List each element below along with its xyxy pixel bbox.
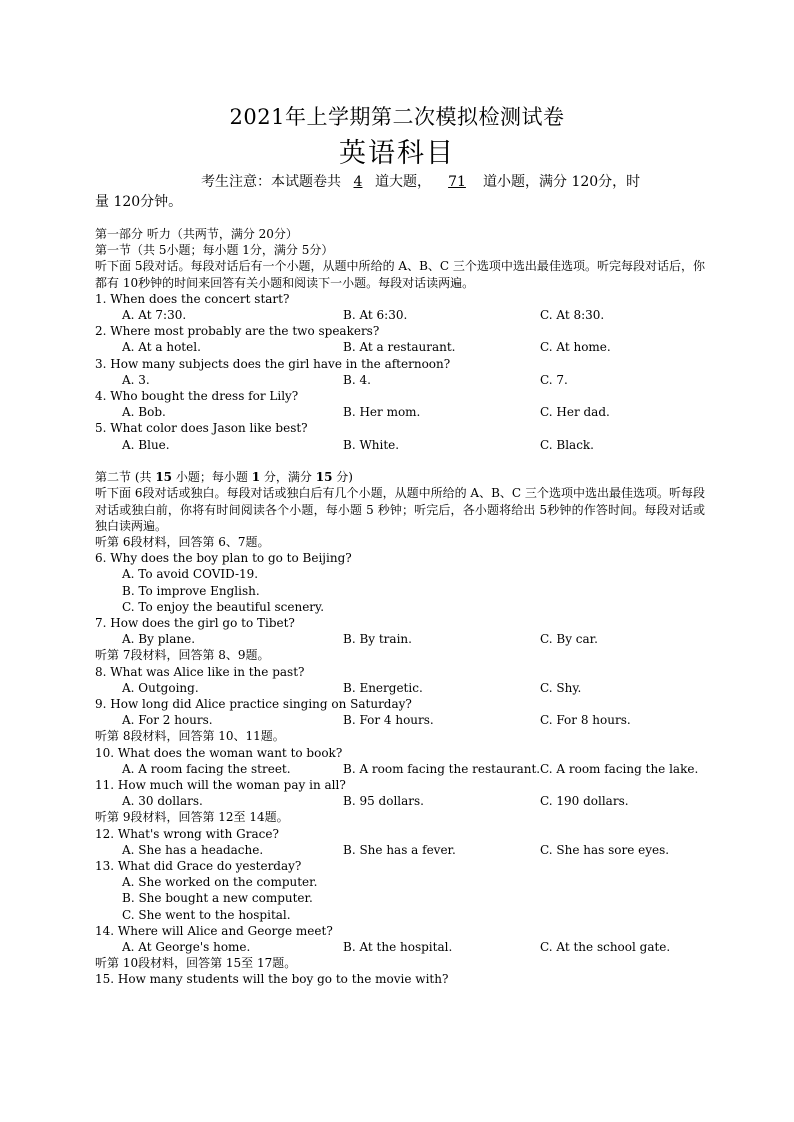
heading-text: 小题；每小题 [175, 470, 248, 485]
notice-blank-questions: 71 [448, 174, 466, 190]
option-a: A. 30 dollars. [122, 794, 203, 809]
material-10-heading: 听第 10段材料，回答第 15至 17题。 [95, 956, 297, 971]
question-14-options [95, 939, 705, 955]
option-c: C. By car. [540, 632, 598, 647]
question-5-options [95, 437, 705, 453]
question-9: 9. How long did Alice practice singing on Saturday? [95, 696, 412, 711]
heading-count: 15 [155, 470, 173, 485]
option-c: C. To enjoy the beautiful scenery. [122, 599, 325, 614]
section1-instructions: 听下面 5段对话。每段对话后有一个小题，从题中所给的 A、B、C 三个选项中选出最佳选项。听完每段对话后，你都有 10秒钟的时间来回答有关小题和阅读下一小题。每段对话读两遍。 [95, 259, 705, 290]
question-2-options [95, 339, 705, 355]
option-a: A. A room facing the street. [122, 761, 291, 776]
question-15: 15. How many students will the boy go to the movie with? [95, 972, 449, 987]
option-b: B. She has a fever. [343, 842, 456, 857]
option-b: B. 95 dollars. [343, 794, 424, 809]
option-c: C. Black. [540, 437, 594, 452]
option-b: B. She bought a new computer. [122, 891, 313, 906]
option-a: A. To avoid COVID-19. [122, 567, 259, 582]
part1-heading: 第一部分 听力（共两节，满分 20分） [95, 227, 298, 241]
question-7-options [95, 631, 705, 647]
exam-subject: 英语科目 [339, 138, 455, 169]
option-a: A. She has a headache. [122, 842, 264, 857]
question-3: 3. How many subjects does the girl have in the afternoon? [95, 356, 451, 371]
option-c: C. At 8:30. [540, 308, 605, 323]
question-12-options [95, 842, 705, 858]
option-a: A. At George's home. [122, 939, 251, 954]
heading-points: 1 [251, 470, 261, 485]
option-c: C. For 8 hours. [540, 713, 631, 728]
option-a: A. Blue. [122, 437, 170, 452]
option-c: C. She went to the hospital. [122, 907, 291, 922]
option-b: B. At a restaurant. [343, 340, 456, 355]
option-c: C. She has sore eyes. [540, 842, 670, 857]
question-5: 5. What color does Jason like best? [95, 421, 308, 436]
option-a: A. At a hotel. [122, 340, 201, 355]
exam-title: 2021年上学期第二次模拟检测试卷 [229, 105, 565, 129]
option-a: A. By plane. [122, 632, 196, 647]
question-1: 1. When does the concert start? [95, 291, 290, 306]
option-c: C. At the school gate. [540, 939, 671, 954]
option-b: B. At the hospital. [343, 939, 453, 954]
heading-text: 分，满分 [263, 470, 312, 485]
question-10-options [95, 761, 705, 777]
notice-line-1 [95, 172, 705, 192]
option-b: B. A room facing the restaurant. [343, 761, 541, 776]
question-11: 11. How much will the woman pay in all? [95, 777, 346, 792]
notice-prefix: 考生注意：本试题卷共 [201, 174, 341, 190]
option-c: C. A room facing the lake. [540, 761, 699, 776]
question-11-options [95, 793, 705, 809]
section2-instructions: 听下面 6段对话或独白。每段对话或独白后有几个小题，从题中所给的 A、B、C 三个选项中选出最佳选项。听每段对话或独白前，你将有时间阅读各个小题，每小题 5 秒钟；听完后，各小题将给出 5秒钟的作答时间。每段对话或独白读两遍。 [95, 486, 705, 533]
heading-total: 15 [315, 470, 333, 485]
option-b: B. Her mom. [343, 405, 421, 420]
question-8-options [95, 680, 705, 696]
option-b: B. 4. [343, 372, 371, 387]
option-b: B. To improve English. [122, 583, 260, 598]
option-a: A. At 7:30. [122, 308, 187, 323]
question-7: 7. How does the girl go to Tibet? [95, 615, 295, 630]
option-a: A. 3. [122, 372, 150, 387]
option-b: B. Energetic. [343, 680, 423, 695]
option-a: A. Outgoing. [122, 680, 199, 695]
material-7-heading: 听第 7段材料，回答第 8、9题。 [95, 648, 270, 663]
question-8: 8. What was Alice like in the past? [95, 664, 305, 679]
question-9-options [95, 712, 705, 728]
option-b: B. By train. [343, 632, 412, 647]
section1-heading: 第一节（共 5小题；每小题 1分，满分 5分） [95, 243, 334, 258]
question-14: 14. Where will Alice and George meet? [95, 923, 333, 938]
question-13: 13. What did Grace do yesterday? [95, 858, 302, 873]
exam-content [95, 226, 705, 988]
option-b: B. White. [343, 437, 400, 452]
option-b: B. For 4 hours. [343, 713, 434, 728]
question-1-options [95, 307, 705, 323]
section2-heading [95, 469, 705, 485]
option-c: C. Shy. [540, 680, 582, 695]
material-8-heading: 听第 8段材料，回答第 10、11题。 [95, 729, 285, 744]
question-4-options [95, 404, 705, 420]
option-b: B. At 6:30. [343, 308, 408, 323]
notice-mid: 道大题， [375, 174, 431, 190]
option-c: C. 190 dollars. [540, 794, 629, 809]
material-6-heading: 听第 6段材料，回答第 6、7题。 [95, 534, 270, 549]
question-3-options [95, 372, 705, 388]
heading-text: 分) [336, 470, 353, 485]
exam-notice [95, 172, 705, 212]
option-c: C. 7. [540, 372, 568, 387]
option-a: A. Bob. [122, 405, 166, 420]
option-a: A. For 2 hours. [122, 713, 213, 728]
question-4: 4. Who bought the dress for Lily? [95, 388, 299, 403]
question-6: 6. Why does the boy plan to go to Beijing? [95, 551, 352, 566]
heading-text: 第二节 (共 [95, 470, 152, 485]
option-c: C. At home. [540, 340, 611, 355]
option-a: A. She worked on the computer. [122, 875, 318, 890]
question-12: 12. What's wrong with Grace? [95, 826, 279, 841]
notice-blank-sections: 4 [353, 174, 363, 190]
notice-line-2: 量 120分钟。 [95, 194, 183, 210]
question-10: 10. What does the woman want to book? [95, 745, 343, 760]
question-2: 2. Where most probably are the two speakers? [95, 324, 380, 339]
notice-suffix: 道小题，满分 120分，时 [483, 174, 641, 190]
option-c: C. Her dad. [540, 405, 610, 420]
section-gap [95, 453, 705, 469]
material-9-heading: 听第 9段材料，回答第 12至 14题。 [95, 810, 289, 825]
